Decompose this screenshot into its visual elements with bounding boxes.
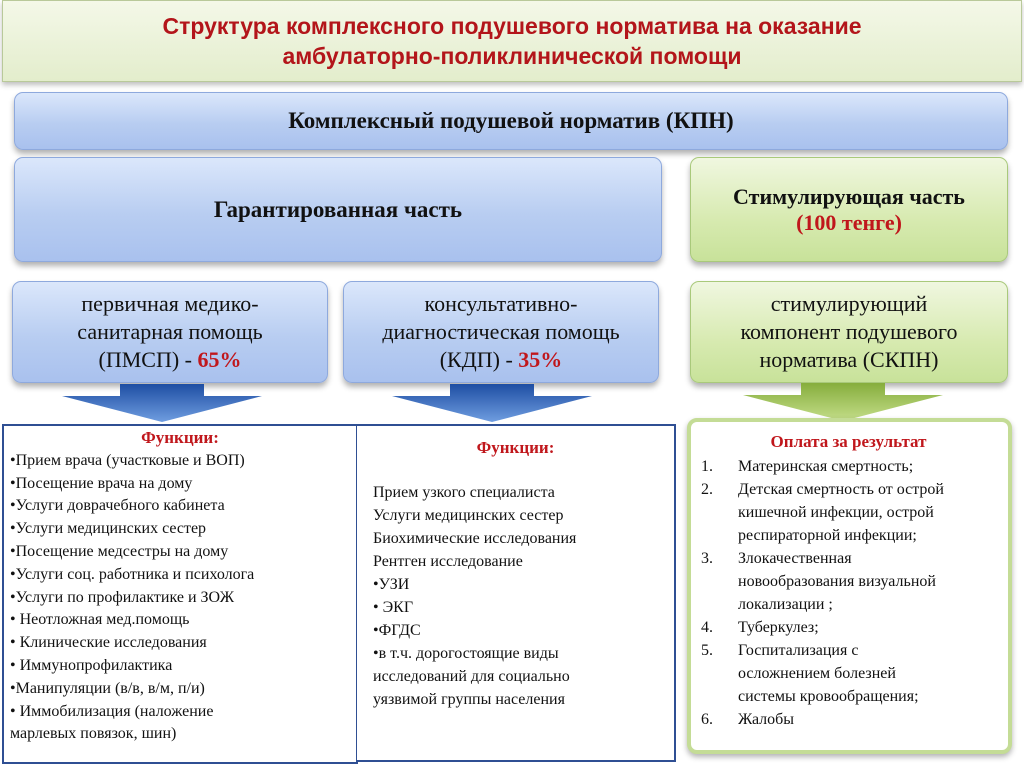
result-item-line: локализации ; <box>738 596 833 613</box>
kpn-label: Комплексный подушевой норматив (КПН) <box>288 108 734 133</box>
pmsp-function-item: •Посещение медсестры на дому <box>10 542 229 560</box>
stimulating-amount: (100 тенге) <box>796 209 902 235</box>
kdp-functions-panel <box>356 424 676 762</box>
result-item <box>697 639 1000 708</box>
kdp-function-item: Рентген исследование <box>373 553 523 570</box>
pmsp-line-3 <box>99 346 242 374</box>
guaranteed-label: Гарантированная часть <box>213 196 463 222</box>
kdp-function-item: Услуги медицинских сестер <box>373 507 564 524</box>
kdp-abbr: (КДП) - <box>439 347 519 372</box>
kdp-down-arrow-icon <box>392 384 592 422</box>
result-item-line: кишечной инфекции, острой <box>738 504 934 521</box>
result-item <box>697 455 1000 478</box>
kdp-line-2: диагностическая помощь <box>382 319 620 344</box>
result-item-line: системы кровообращения; <box>738 688 919 705</box>
skpn-line-3: норматива (СКПН) <box>759 347 939 372</box>
kdp-box <box>343 281 659 383</box>
kdp-function-item: исследований для социально <box>373 668 570 685</box>
result-item-line: новообразования визуальной <box>738 573 936 590</box>
guaranteed-part-box <box>14 157 662 262</box>
kdp-line-1: консультативно- <box>424 291 578 316</box>
pmsp-function-item: • Неотложная мед.помощь <box>10 611 190 629</box>
kpn-box <box>14 92 1008 150</box>
pmsp-line-1: первичная медико- <box>81 291 259 316</box>
kdp-function-item: •ФГДС <box>373 622 421 639</box>
result-item-line: Злокачественная <box>738 550 852 567</box>
pmsp-abbr: (ПМСП) - <box>98 347 198 372</box>
pmsp-down-arrow-icon <box>62 384 262 422</box>
pmsp-function-item: • Иммунопрофилактика <box>10 656 173 674</box>
result-item-line: Детская смертность от острой <box>738 481 944 498</box>
kdp-function-item: •в т.ч. дорогостоящие виды <box>373 645 559 662</box>
pmsp-function-item: •Услуги соц. работника и психолога <box>10 565 255 583</box>
kdp-function-item: • ЭКГ <box>373 599 414 616</box>
result-heading: Оплата за результат <box>770 432 927 451</box>
result-item <box>697 708 1000 731</box>
result-item-number: 2. <box>701 481 713 498</box>
result-item-line: Жалобы <box>738 711 795 728</box>
result-item-line: респираторной инфекции; <box>738 527 917 544</box>
pmsp-function-item: •Посещение врача на дому <box>10 474 193 492</box>
stimulating-part-box <box>690 157 1008 262</box>
skpn-down-arrow-icon <box>743 383 943 421</box>
result-payment-panel <box>687 418 1012 754</box>
kdp-line-3 <box>440 346 563 374</box>
result-item <box>697 616 1000 639</box>
pmsp-function-item: •Манипуляции (в/в, в/м, п/и) <box>10 679 205 697</box>
kdp-function-item: Биохимические исследования <box>373 530 577 547</box>
title-line-1: Структура комплексного подушевого норматива на оказание <box>162 13 862 39</box>
skpn-line-1: стимулирующий <box>770 291 928 316</box>
kdp-function-item: Прием узкого специалиста <box>373 484 555 501</box>
result-item-line: осложнением болезней <box>738 665 896 682</box>
title-banner <box>2 0 1022 82</box>
result-item-line: Госпитализация с <box>738 642 859 659</box>
pmsp-function-item: • Клинические исследования <box>10 634 207 652</box>
kdp-function-item: •УЗИ <box>373 576 410 593</box>
result-item-line: Туберкулез; <box>738 619 819 636</box>
result-item-number: 6. <box>701 711 713 728</box>
title-line-2: амбулаторно-поликлинической помощи <box>282 43 742 69</box>
pmsp-function-item: • Иммобилизация (наложение <box>10 702 214 720</box>
pmsp-functions-panel <box>2 424 358 764</box>
result-item <box>697 547 1000 616</box>
pmsp-function-item: •Услуги медицинских сестер <box>10 520 207 538</box>
kdp-functions-heading: Функции: <box>476 438 555 457</box>
pmsp-function-item: марлевых повязок, шин) <box>10 725 177 743</box>
skpn-box <box>690 281 1008 383</box>
pmsp-line-2: санитарная помощь <box>77 319 263 344</box>
pmsp-function-item: •Прием врача (участковые и ВОП) <box>10 451 245 469</box>
result-item-line: Материнская смертность; <box>738 458 914 475</box>
result-item-number: 5. <box>701 642 713 659</box>
skpn-line-2: компонент подушевого <box>740 319 958 344</box>
pmsp-percent: 65% <box>197 347 242 372</box>
kdp-function-item: уязвимой группы населения <box>373 691 565 708</box>
pmsp-function-item: •Услуги по профилактике и ЗОЖ <box>10 588 235 606</box>
pmsp-function-item: •Услуги доврачебного кабинета <box>10 497 225 515</box>
result-item-number: 4. <box>701 619 713 636</box>
pmsp-box <box>12 281 328 383</box>
kdp-percent: 35% <box>518 347 563 372</box>
result-item <box>697 478 1000 547</box>
stimulating-label: Стимулирующая часть <box>733 183 965 209</box>
result-item-number: 1. <box>701 458 713 475</box>
pmsp-functions-heading: Функции: <box>141 428 219 447</box>
result-item-number: 3. <box>701 550 713 567</box>
